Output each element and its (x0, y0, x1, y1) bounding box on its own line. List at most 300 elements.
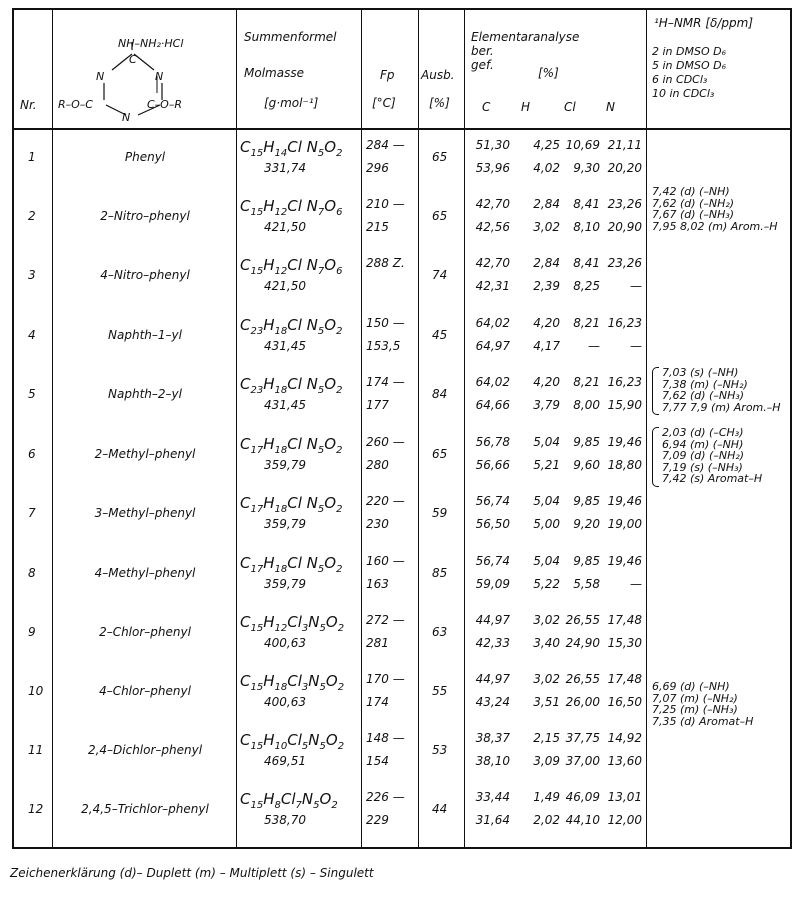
formula-subscript: 5 (317, 326, 325, 337)
formula-element: C (240, 375, 251, 393)
molar-mass: 359,79 (264, 458, 306, 472)
nmr-signal: 7,95 8,02 (m) Arom.–H (652, 219, 778, 233)
yield: 55 (432, 684, 448, 698)
analysis-calculated: 64,02 (475, 316, 510, 330)
header-summenformel: Summenformel (244, 30, 337, 44)
molar-mass: 331,74 (264, 161, 306, 175)
formula-subscript: 18 (274, 504, 288, 515)
header-elementaranalyse: Elementaranalyse (471, 30, 580, 44)
nmr-brace (652, 367, 659, 415)
sum-formula (240, 256, 342, 277)
formula-element: H (263, 375, 275, 393)
formula-element: Cl N (287, 316, 318, 334)
header-col-n: N (606, 100, 615, 114)
melting-point-start: 220 — (366, 494, 405, 508)
row-number: 1 (28, 150, 36, 164)
melting-point-start: 174 — (366, 375, 405, 389)
formula-element: O (324, 138, 337, 156)
substituent-name: Phenyl (124, 150, 166, 164)
analysis-calculated: 26,55 (565, 672, 600, 686)
formula-subscript: 7 (295, 800, 302, 811)
analysis-calculated: 3,02 (533, 672, 560, 686)
melting-point-end: 296 (366, 161, 389, 175)
molar-mass: 359,79 (264, 577, 306, 591)
formula-element: O (325, 672, 338, 690)
nmr-signal: 7,77 7,9 (m) Arom.–H (662, 400, 781, 414)
yield: 53 (432, 743, 448, 757)
header-ausb-unit: [%] (429, 96, 450, 110)
row-number: 8 (28, 566, 36, 580)
analysis-found: 37,00 (565, 754, 600, 768)
analysis-found: 5,21 (533, 458, 560, 472)
substituent-name: 2–Nitro–phenyl (100, 209, 190, 223)
analysis-found: 16,50 (607, 695, 642, 709)
formula-element: N (308, 731, 320, 749)
analysis-found: 20,90 (607, 220, 642, 234)
analysis-calculated: 4,20 (533, 316, 560, 330)
formula-subscript: 2 (331, 800, 338, 811)
analysis-found: 9,20 (573, 517, 600, 531)
formula-subscript: 2 (336, 326, 343, 337)
melting-point-start: 288 Z. (366, 256, 405, 270)
formula-subscript: 5 (301, 741, 309, 752)
header-divider (12, 128, 792, 130)
sum-formula (240, 316, 342, 337)
analysis-found: 2,02 (533, 813, 560, 827)
sum-formula (240, 613, 344, 634)
analysis-calculated: 8,21 (573, 316, 600, 330)
melting-point-end: 280 (366, 458, 389, 472)
molar-mass: 431,45 (264, 339, 306, 353)
analysis-found: 31,64 (475, 813, 510, 827)
formula-subscript: 3 (301, 682, 309, 693)
formula-element: H (263, 256, 275, 274)
formula-element: O (324, 435, 337, 453)
formula-element: O (324, 375, 337, 393)
analysis-found: 26,00 (565, 695, 600, 709)
nmr-solvent-line: 10 in CDCl₃ (652, 87, 715, 100)
analysis-calculated: 14,92 (607, 731, 642, 745)
row-number: 11 (28, 743, 44, 757)
analysis-calculated: 8,41 (573, 256, 600, 270)
melting-point-end: 174 (366, 695, 389, 709)
formula-element: Cl N (287, 197, 318, 215)
melting-point-start: 150 — (366, 316, 405, 330)
yield: 65 (432, 447, 448, 461)
formula-element: H (263, 316, 275, 334)
structure-n-bottom: N (122, 111, 131, 124)
yield: 84 (432, 387, 448, 401)
row-number: 3 (28, 268, 36, 282)
melting-point-start: 160 — (366, 554, 405, 568)
formula-element: C (240, 138, 251, 156)
formula-element: O (324, 197, 337, 215)
formula-subscript: 23 (250, 385, 264, 396)
formula-element: C (240, 494, 251, 512)
formula-subscript: 23 (250, 326, 264, 337)
substituent-name: 2–Methyl–phenyl (94, 447, 196, 461)
nmr-signal: 7,62 (d) (–NH₃) (662, 389, 745, 402)
formula-subscript: 18 (274, 564, 288, 575)
formula-subscript: 15 (250, 623, 264, 634)
analysis-calculated: 56,74 (475, 554, 510, 568)
analysis-found: 42,31 (475, 279, 510, 293)
formula-subscript: 7 (317, 207, 325, 218)
header-gef: gef. (471, 58, 494, 72)
header-nmr-unit: [δ/ppm] (705, 16, 754, 30)
yield: 65 (432, 150, 448, 164)
analysis-found: 8,10 (573, 220, 600, 234)
header-percent-unit: [%] (538, 66, 559, 80)
formula-subscript: 12 (274, 623, 288, 634)
header-col-c: C (482, 100, 491, 114)
formula-subscript: 18 (274, 682, 288, 693)
analysis-calculated: 9,85 (573, 494, 600, 508)
analysis-found: 42,56 (475, 220, 510, 234)
formula-subscript: 14 (274, 148, 288, 159)
nmr-signal: 6,94 (m) (–NH) (662, 437, 744, 451)
structure-substituent: NH–NH₂·HCl (118, 37, 184, 50)
nmr-signal: 7,35 (d) Aromat–H (652, 714, 754, 728)
melting-point-end: 177 (366, 398, 389, 412)
formula-subscript: 15 (250, 741, 264, 752)
sum-formula (240, 554, 342, 575)
formula-subscript: 15 (250, 682, 264, 693)
analysis-found: 15,30 (607, 636, 642, 650)
analysis-calculated: 8,41 (573, 197, 600, 211)
analysis-found: 4,02 (533, 161, 560, 175)
analysis-calculated: 17,48 (607, 672, 642, 686)
nmr-signal: 7,25 (m) (–NH₃) (652, 703, 738, 716)
substituent-name: Naphth–2–yl (108, 387, 182, 401)
yield: 44 (432, 802, 448, 816)
header-nr: Nr. (20, 98, 37, 112)
formula-subscript: 17 (250, 564, 264, 575)
sum-formula (240, 672, 344, 693)
formula-subscript: 8 (274, 800, 281, 811)
formula-element: O (324, 554, 337, 572)
analysis-found: — (630, 577, 642, 591)
formula-element: Cl (287, 672, 302, 690)
substituent-name: Naphth–1–yl (108, 328, 182, 342)
formula-element: C (240, 672, 251, 690)
analysis-calculated: 16,23 (607, 375, 642, 389)
analysis-found: 2,39 (533, 279, 560, 293)
formula-subscript: 6 (336, 266, 343, 277)
formula-element: H (263, 790, 275, 808)
row-number: 9 (28, 625, 36, 639)
analysis-found: 64,66 (475, 398, 510, 412)
nmr-brace (652, 427, 659, 487)
nmr-signal: 7,07 (m) (–NH₂) (652, 691, 738, 705)
formula-element: Cl N (287, 138, 318, 156)
analysis-found: 5,00 (533, 517, 560, 531)
analysis-found: 8,00 (573, 398, 600, 412)
substituent-name: 3–Methyl–phenyl (94, 506, 196, 520)
formula-element: Cl N (287, 256, 318, 274)
analysis-calculated: 16,23 (607, 316, 642, 330)
melting-point-end: 281 (366, 636, 389, 650)
yield: 65 (432, 209, 448, 223)
melting-point-start: 170 — (366, 672, 405, 686)
analysis-calculated: 9,85 (573, 554, 600, 568)
column-divider (361, 8, 362, 849)
formula-subscript: 5 (317, 564, 325, 575)
yield: 74 (432, 268, 448, 282)
formula-element: Cl N (287, 375, 318, 393)
analysis-calculated: 5,04 (533, 554, 560, 568)
molar-mass: 421,50 (264, 220, 306, 234)
yield: 85 (432, 566, 448, 580)
sum-formula (240, 435, 342, 456)
analysis-found: 9,30 (573, 161, 600, 175)
formula-element: O (319, 790, 332, 808)
melting-point-start: 284 — (366, 138, 405, 152)
analysis-calculated: 42,70 (475, 197, 510, 211)
analysis-found: 3,02 (533, 220, 560, 234)
substituent-name: 2,4–Dichlor–phenyl (87, 743, 203, 757)
substituent-name: 4–Methyl–phenyl (94, 566, 196, 580)
header-col-cl: Cl (564, 100, 576, 114)
yield: 63 (432, 625, 448, 639)
analysis-found: 5,58 (573, 577, 600, 591)
formula-subscript: 5 (317, 148, 325, 159)
formula-element: C (240, 256, 251, 274)
analysis-found: 64,97 (475, 339, 510, 353)
legend: Zeichenerklärung (d)– Duplett (m) – Multiplett (s) – Singulett (10, 866, 374, 880)
row-number: 4 (28, 328, 36, 342)
formula-element: H (263, 138, 275, 156)
analysis-calculated: 19,46 (607, 435, 642, 449)
header-nmr (654, 16, 753, 31)
yield: 59 (432, 506, 448, 520)
melting-point-start: 260 — (366, 435, 405, 449)
analysis-calculated: 26,55 (565, 613, 600, 627)
analysis-found: 12,00 (607, 813, 642, 827)
formula-subscript: 18 (274, 385, 288, 396)
molar-mass: 538,70 (264, 813, 306, 827)
header-ber: ber. (471, 44, 494, 58)
formula-subscript: 2 (337, 682, 345, 693)
melting-point-start: 210 — (366, 197, 405, 211)
header-nmr-title: ¹H–NMR (654, 16, 702, 30)
analysis-found: 3,09 (533, 754, 560, 768)
melting-point-end: 229 (366, 813, 389, 827)
formula-subscript: 18 (274, 326, 288, 337)
analysis-calculated: 9,85 (573, 435, 600, 449)
analysis-found: 38,10 (475, 754, 510, 768)
formula-subscript: 15 (250, 800, 264, 811)
formula-element: Cl N (287, 554, 318, 572)
nmr-solvent-line: 5 in DMSO D₆ (652, 59, 726, 72)
formula-subscript: 5 (319, 682, 326, 693)
analysis-calculated: 21,11 (607, 138, 642, 152)
analysis-calculated: 56,78 (475, 435, 510, 449)
formula-subscript: 5 (319, 741, 326, 752)
formula-subscript: 15 (250, 148, 264, 159)
formula-subscript: 5 (317, 445, 325, 456)
analysis-found: 9,60 (573, 458, 600, 472)
nmr-solvent-line: 2 in DMSO D₆ (652, 45, 726, 58)
analysis-calculated: 2,84 (533, 256, 560, 270)
nmr-signal: 7,09 (d) (–NH₂) (662, 449, 745, 462)
analysis-found: 56,50 (475, 517, 510, 531)
formula-subscript: 2 (336, 564, 343, 575)
analysis-calculated: 4,25 (533, 138, 560, 152)
formula-element: N (308, 672, 320, 690)
analysis-found: 53,96 (475, 161, 510, 175)
analysis-calculated: 1,49 (533, 790, 560, 804)
row-number: 5 (28, 387, 36, 401)
sum-formula (240, 494, 342, 515)
formula-element: N (301, 790, 314, 808)
formula-subscript: 5 (319, 623, 326, 634)
analysis-calculated: 33,44 (475, 790, 510, 804)
analysis-calculated: 19,46 (607, 554, 642, 568)
nmr-signal: 7,19 (s) (–NH₃) (662, 460, 743, 474)
analysis-calculated: 64,02 (475, 375, 510, 389)
melting-point-end: 154 (366, 754, 389, 768)
formula-element: Cl (287, 731, 302, 749)
formula-element: H (263, 613, 275, 631)
structure-n-right: N (155, 70, 164, 83)
analysis-found: 43,24 (475, 695, 510, 709)
nmr-signal: 7,67 (d) (–NH₃) (652, 208, 735, 221)
structure-carbon-top: C (129, 53, 137, 66)
sum-formula (240, 375, 342, 396)
molar-mass: 431,45 (264, 398, 306, 412)
column-divider (418, 8, 419, 849)
formula-element: C (240, 197, 251, 215)
header-fp-unit: [°C] (372, 96, 396, 110)
melting-point-end: 153,5 (366, 339, 401, 353)
formula-subscript: 12 (274, 207, 288, 218)
analysis-found: 3,79 (533, 398, 560, 412)
formula-element: Cl (280, 790, 296, 808)
formula-element: C (240, 731, 251, 749)
formula-element: O (324, 316, 337, 334)
structure-n-left: N (96, 70, 105, 83)
formula-element: H (263, 197, 275, 215)
row-number: 12 (28, 802, 44, 816)
analysis-found: 4,17 (533, 339, 560, 353)
melting-point-end: 163 (366, 577, 389, 591)
formula-element: H (263, 554, 275, 572)
melting-point-end: 230 (366, 517, 389, 531)
formula-element: Cl N (287, 494, 318, 512)
sum-formula (240, 138, 342, 159)
header-fp: Fp (380, 68, 395, 82)
nmr-signal: 7,42 (d) (–NH) (652, 185, 730, 198)
formula-element: N (308, 613, 320, 631)
analysis-calculated: 46,09 (565, 790, 600, 804)
formula-element: O (325, 613, 338, 631)
molar-mass: 421,50 (264, 279, 306, 293)
nmr-signal: 2,03 (d) (–CH₃) (662, 426, 744, 439)
analysis-found: 24,90 (565, 636, 600, 650)
formula-subscript: 12 (274, 266, 288, 277)
formula-element: Cl (287, 613, 302, 631)
analysis-calculated: 5,04 (533, 435, 560, 449)
formula-subscript: 5 (317, 385, 325, 396)
formula-subscript: 15 (250, 207, 264, 218)
analysis-found: 42,33 (475, 636, 510, 650)
analysis-found: 20,20 (607, 161, 642, 175)
analysis-calculated: 13,01 (607, 790, 642, 804)
formula-subscript: 2 (336, 148, 343, 159)
column-divider (52, 8, 53, 849)
analysis-found: 13,60 (607, 754, 642, 768)
analysis-found: 15,90 (607, 398, 642, 412)
analysis-calculated: 23,26 (607, 197, 642, 211)
formula-element: C (240, 790, 251, 808)
nmr-signal: 7,38 (m) (–NH₂) (662, 377, 748, 391)
formula-subscript: 6 (336, 207, 343, 218)
header-molmasse: Molmasse (244, 66, 304, 80)
analysis-calculated: 44,97 (475, 672, 510, 686)
analysis-calculated: 44,97 (475, 613, 510, 627)
row-number: 7 (28, 506, 36, 520)
analysis-calculated: 37,75 (565, 731, 600, 745)
formula-subscript: 2 (336, 504, 343, 515)
molar-mass: 400,63 (264, 695, 306, 709)
formula-subscript: 2 (337, 741, 345, 752)
row-number: 6 (28, 447, 36, 461)
formula-element: H (263, 672, 275, 690)
melting-point-start: 226 — (366, 790, 405, 804)
formula-subscript: 5 (317, 504, 325, 515)
analysis-calculated: 56,74 (475, 494, 510, 508)
analysis-calculated: 23,26 (607, 256, 642, 270)
formula-element: H (263, 731, 275, 749)
sum-formula (240, 197, 342, 218)
melting-point-end: 215 (366, 220, 389, 234)
nmr-solvent-line: 6 in CDCl₃ (652, 73, 708, 86)
analysis-found: 3,51 (533, 695, 560, 709)
formula-element: C (240, 554, 251, 572)
formula-element: O (324, 494, 337, 512)
nmr-signal: 7,03 (s) (–NH) (662, 366, 739, 379)
column-divider (236, 8, 237, 849)
analysis-found: 5,22 (533, 577, 560, 591)
substituent-name: 4–Chlor–phenyl (99, 684, 191, 698)
analysis-found: 18,80 (607, 458, 642, 472)
nmr-signal: 7,42 (s) Aromat–H (662, 472, 763, 485)
row-number: 2 (28, 209, 36, 223)
analysis-calculated: 38,37 (475, 731, 510, 745)
formula-element: H (263, 494, 275, 512)
substituent-name: 2,4,5–Trichlor–phenyl (81, 802, 209, 816)
substituent-name: 2–Chlor–phenyl (99, 625, 191, 639)
analysis-found: 59,09 (475, 577, 510, 591)
molar-mass: 359,79 (264, 517, 306, 531)
formula-element: O (324, 256, 337, 274)
formula-subscript: 17 (250, 504, 264, 515)
formula-element: C (240, 435, 251, 453)
molar-mass: 400,63 (264, 636, 306, 650)
structure-right-group: C–O–R (147, 98, 182, 111)
analysis-found: — (630, 339, 642, 353)
melting-point-start: 148 — (366, 731, 405, 745)
formula-element: Cl N (287, 435, 318, 453)
formula-subscript: 2 (337, 623, 345, 634)
analysis-found: 19,00 (607, 517, 642, 531)
analysis-found: 8,25 (573, 279, 600, 293)
formula-element: H (263, 435, 275, 453)
formula-subscript: 2 (336, 385, 343, 396)
melting-point-start: 272 — (366, 613, 405, 627)
analysis-found: 44,10 (565, 813, 600, 827)
